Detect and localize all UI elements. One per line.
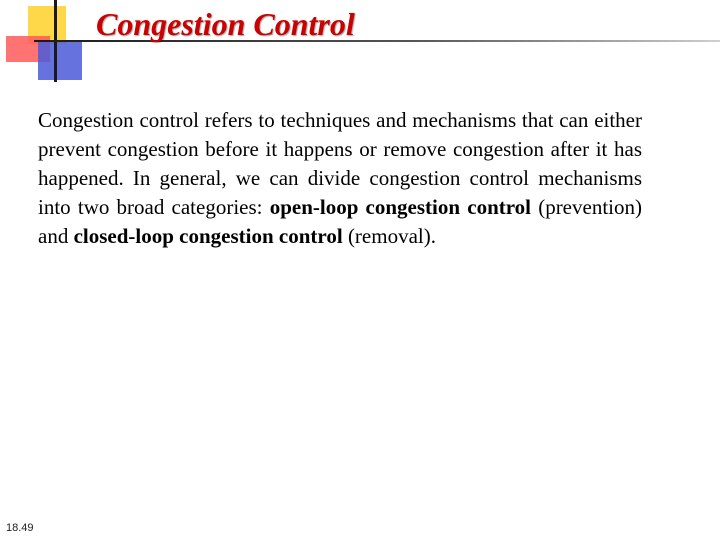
body-bold-open-loop: open-loop congestion control xyxy=(269,195,532,219)
body-text-part1: Congestion control refers to techniques and mechanisms that can either prevent congestion before it happens or remove congestion after it has happened. In general, we can divide congestion control mechanisms into two broad categories: xyxy=(38,108,642,219)
page-number: 18.49 xyxy=(6,522,34,534)
slide-title: Congestion Control xyxy=(96,6,355,42)
body-text-part2: (prevention) and xyxy=(38,195,642,248)
body-bold-closed-loop: closed-loop congestion control xyxy=(73,224,343,248)
body-text-part3: (removal). xyxy=(342,224,436,248)
body-paragraph xyxy=(38,106,642,251)
decor-blue-square xyxy=(38,42,82,80)
